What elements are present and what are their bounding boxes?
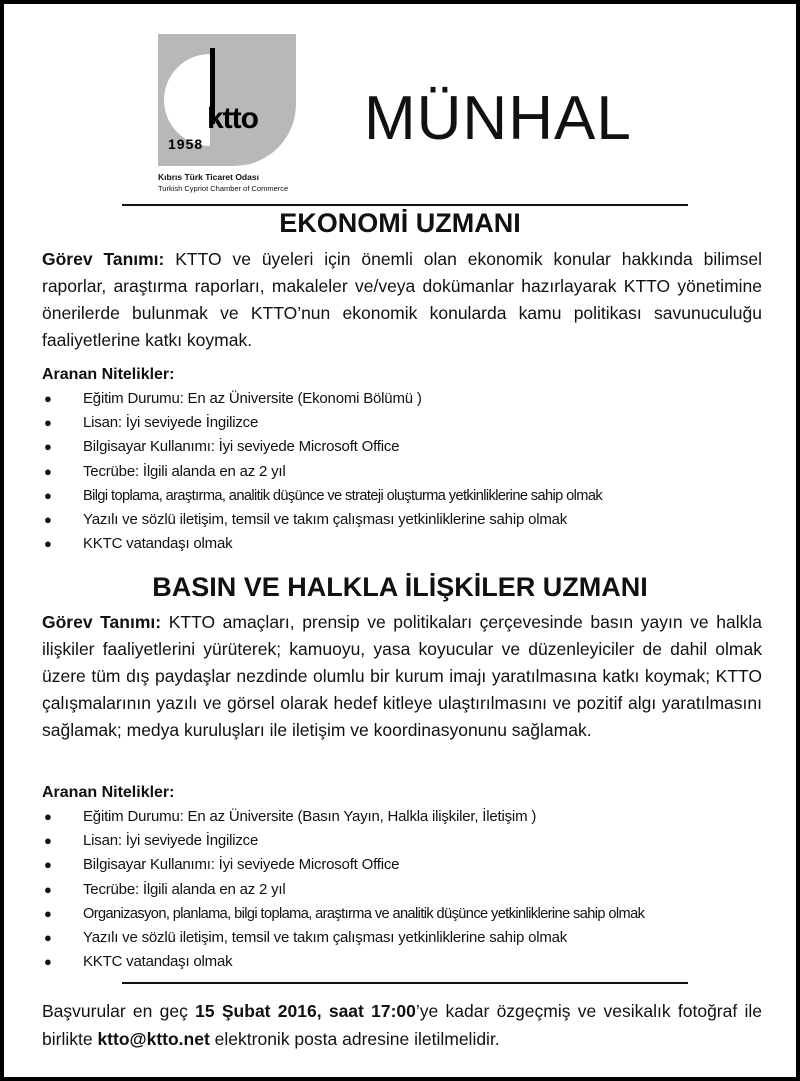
logo-year: 1958: [168, 136, 204, 152]
bullet-icon: ●: [44, 809, 52, 824]
list-item: ● KKTC vatandaşı olmak: [42, 532, 772, 556]
logo-name-english: Turkish Cypriot Chamber of Commerce: [158, 184, 289, 193]
requirements-list-pr-specialist: [42, 805, 772, 974]
bullet-icon: ●: [44, 511, 52, 527]
list-item: ● Eğitim Durumu: En az Üniversite (Ekonomi Bölümü ): [42, 387, 772, 411]
list-item: ● Lisan: İyi seviyede İngilizce: [42, 411, 772, 435]
list-item: ● Eğitim Durumu: En az Üniversite (Basın Yayın, Halkla ilişkiler, İletişim ): [42, 805, 772, 829]
top-divider: [122, 204, 688, 206]
list-item: ● Bilgisayar Kullanımı: İyi seviyede Microsoft Office: [42, 435, 772, 459]
logo-wordmark: ktto: [207, 102, 258, 135]
page-title: MÜNHAL: [364, 84, 632, 153]
bullet-icon: ●: [44, 487, 52, 503]
ktto-logo: [154, 30, 304, 200]
duty-description-pr-specialist: [42, 609, 762, 744]
requirements-title-pr-specialist: Aranan Nitelikler:: [42, 784, 175, 801]
duty-label: Görev Tanımı:: [42, 249, 165, 269]
duty-text: KTTO amaçları, prensip ve politikaları çerçevesinde basın yayın ve halkla ilişkiler faaliyetlerini yürüterek; kamuoyu, yasa koyucular ve düzenleyiciler de dahil olmak üzere tüm dış paydaşlar nezdinde olumlu bir kurum imajı yaratılmasına katkı koymak; KTTO çalışmalarının yazılı ve görsel olarak hedef kitleye ulaştırılmasını ve pozitif algı yaratılmasını sağlamak; medya kuruluşları ile iletişim ve koordinasyonunu sağlamak.: [42, 612, 762, 740]
requirements-list-economist: [42, 387, 772, 556]
bullet-icon: ●: [44, 905, 52, 921]
bullet-icon: ●: [44, 439, 52, 455]
section-heading-pr-specialist: BASIN VE HALKLA İLİŞKİLER UZMANI: [152, 572, 648, 602]
bullet-icon: ●: [44, 857, 52, 873]
list-item: ● KKTC vatandaşı olmak: [42, 950, 772, 974]
deadline: 15 Şubat 2016, saat 17:00: [195, 1001, 416, 1021]
bullet-icon: ●: [44, 536, 52, 552]
bullet-icon: ●: [44, 881, 52, 897]
bullet-icon: ●: [44, 391, 52, 406]
list-item: ● Bilgi toplama, araştırma, analitik düşünce ve strateji oluşturma yetkinliklerine sahip olmak: [42, 484, 772, 508]
bullet-icon: ●: [44, 415, 52, 431]
list-item: ● Bilgisayar Kullanımı: İyi seviyede Microsoft Office: [42, 853, 772, 877]
bottom-divider: [122, 982, 688, 984]
list-item: ● Organizasyon, planlama, bilgi toplama, araştırma ve analitik düşünce yetkinliklerine sahip olmak: [42, 902, 772, 926]
application-instructions: Başvurular en geç 15 Şubat 2016, saat 17:00’ye kadar özgeçmiş ve vesikalık fotoğraf ile birlikte ktto@ktto.net elektronik posta adresine iletilmelidir.: [42, 1001, 762, 1049]
bullet-icon: ●: [44, 929, 52, 945]
requirements-title-economist: Aranan Nitelikler:: [42, 366, 175, 383]
list-item: ● Yazılı ve sözlü iletişim, temsil ve takım çalışması yetkinliklerine sahip olmak: [42, 508, 772, 532]
duty-description-economist: [42, 246, 762, 354]
duty-label: Görev Tanımı:: [42, 612, 162, 632]
duty-text: KTTO ve üyeleri için önemli olan ekonomik konular hakkında bilimsel raporlar, araştırma raporları, makaleler ve/veya dokümanlar hazırlayarak KTTO yönetimine önerilerde bulunmak ve KTTO’nun ekonomik konularda kamu politikası savunuculuğu faaliyetlerine katkı koymak.: [42, 249, 762, 350]
bullet-icon: ●: [44, 833, 52, 849]
logo-name-turkish: Kıbrıs Türk Ticaret Odası: [158, 172, 259, 182]
list-item: ● Tecrübe: İlgili alanda en az 2 yıl: [42, 878, 772, 902]
list-item: ● Yazılı ve sözlü iletişim, temsil ve takım çalışması yetkinliklerine sahip olmak: [42, 926, 772, 950]
bullet-icon: ●: [44, 954, 52, 970]
contact-email-link[interactable]: ktto@ktto.net: [97, 1029, 210, 1049]
section-heading-economist: EKONOMİ UZMANI: [279, 208, 521, 238]
list-item: ● Tecrübe: İlgili alanda en az 2 yıl: [42, 460, 772, 484]
bullet-icon: ●: [44, 463, 52, 479]
list-item: ● Lisan: İyi seviyede İngilizce: [42, 829, 772, 853]
